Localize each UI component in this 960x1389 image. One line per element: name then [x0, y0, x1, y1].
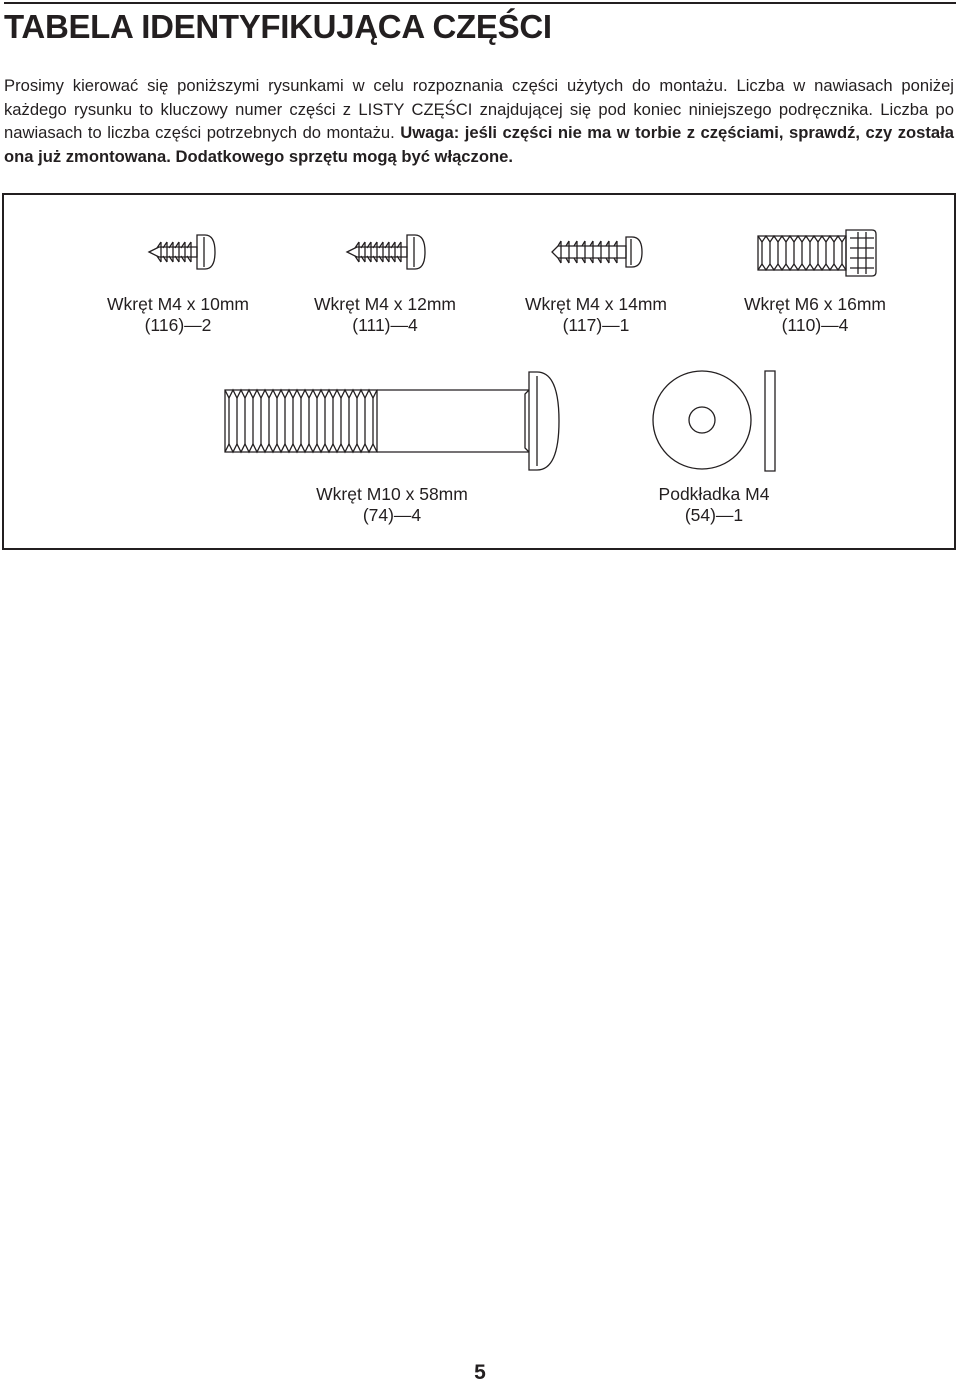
part-label: [275, 294, 495, 336]
part-label: [68, 294, 288, 336]
bolt-m10-58-icon: [219, 368, 569, 473]
top-rule: [4, 2, 956, 4]
page-number: 5: [474, 1361, 486, 1384]
part-key: (110)—4: [781, 315, 849, 335]
part-name: Wkręt M10 x 58mm: [316, 484, 468, 504]
part-label: [705, 294, 925, 336]
page-title: TABELA IDENTYFIKUJĄCA CZĘŚCI: [4, 8, 552, 45]
part-name: Wkręt M6 x 16mm: [744, 294, 886, 314]
part-label: [282, 484, 502, 526]
part-key: (116)—2: [144, 315, 212, 335]
screw-m4-12-icon: [345, 231, 429, 273]
part-label: [486, 294, 706, 336]
part-key: (117)—1: [562, 315, 630, 335]
part-label: [604, 484, 824, 526]
part-key: (111)—4: [352, 315, 418, 335]
intro-paragraph: [4, 74, 954, 168]
intro-text: Prosimy kierować się poniższymi rysunkami w celu rozpoznania części użytych do montażu. Liczba w nawiasach poniżej każdego rysunku to kluczowy numer części z LISTY CZĘŚCI znajdującej się pod koniec niniejszego podręcznika. Liczba po nawiasach to liczba części potrzebnych do montażu.: [4, 76, 954, 142]
intro-note: Uwaga: jeśli części nie ma w torbie z częściami, sprawdź, czy została ona już zmontowana. Dodatkowego sprzętu mogą być włączone.: [4, 123, 954, 166]
washer-m4-icon: [649, 368, 784, 476]
screw-m6-16-icon: [754, 228, 879, 278]
part-name: Wkręt M4 x 12mm: [314, 294, 456, 314]
screw-m4-14-icon: [550, 231, 646, 273]
part-key: (74)—4: [362, 505, 422, 525]
part-name: Wkręt M4 x 10mm: [107, 294, 249, 314]
part-name: Wkręt M4 x 14mm: [525, 294, 667, 314]
parts-box: [2, 193, 956, 550]
part-key: (54)—1: [684, 505, 744, 525]
screw-m4-10-icon: [147, 231, 219, 273]
part-name: Podkładka M4: [658, 484, 770, 504]
